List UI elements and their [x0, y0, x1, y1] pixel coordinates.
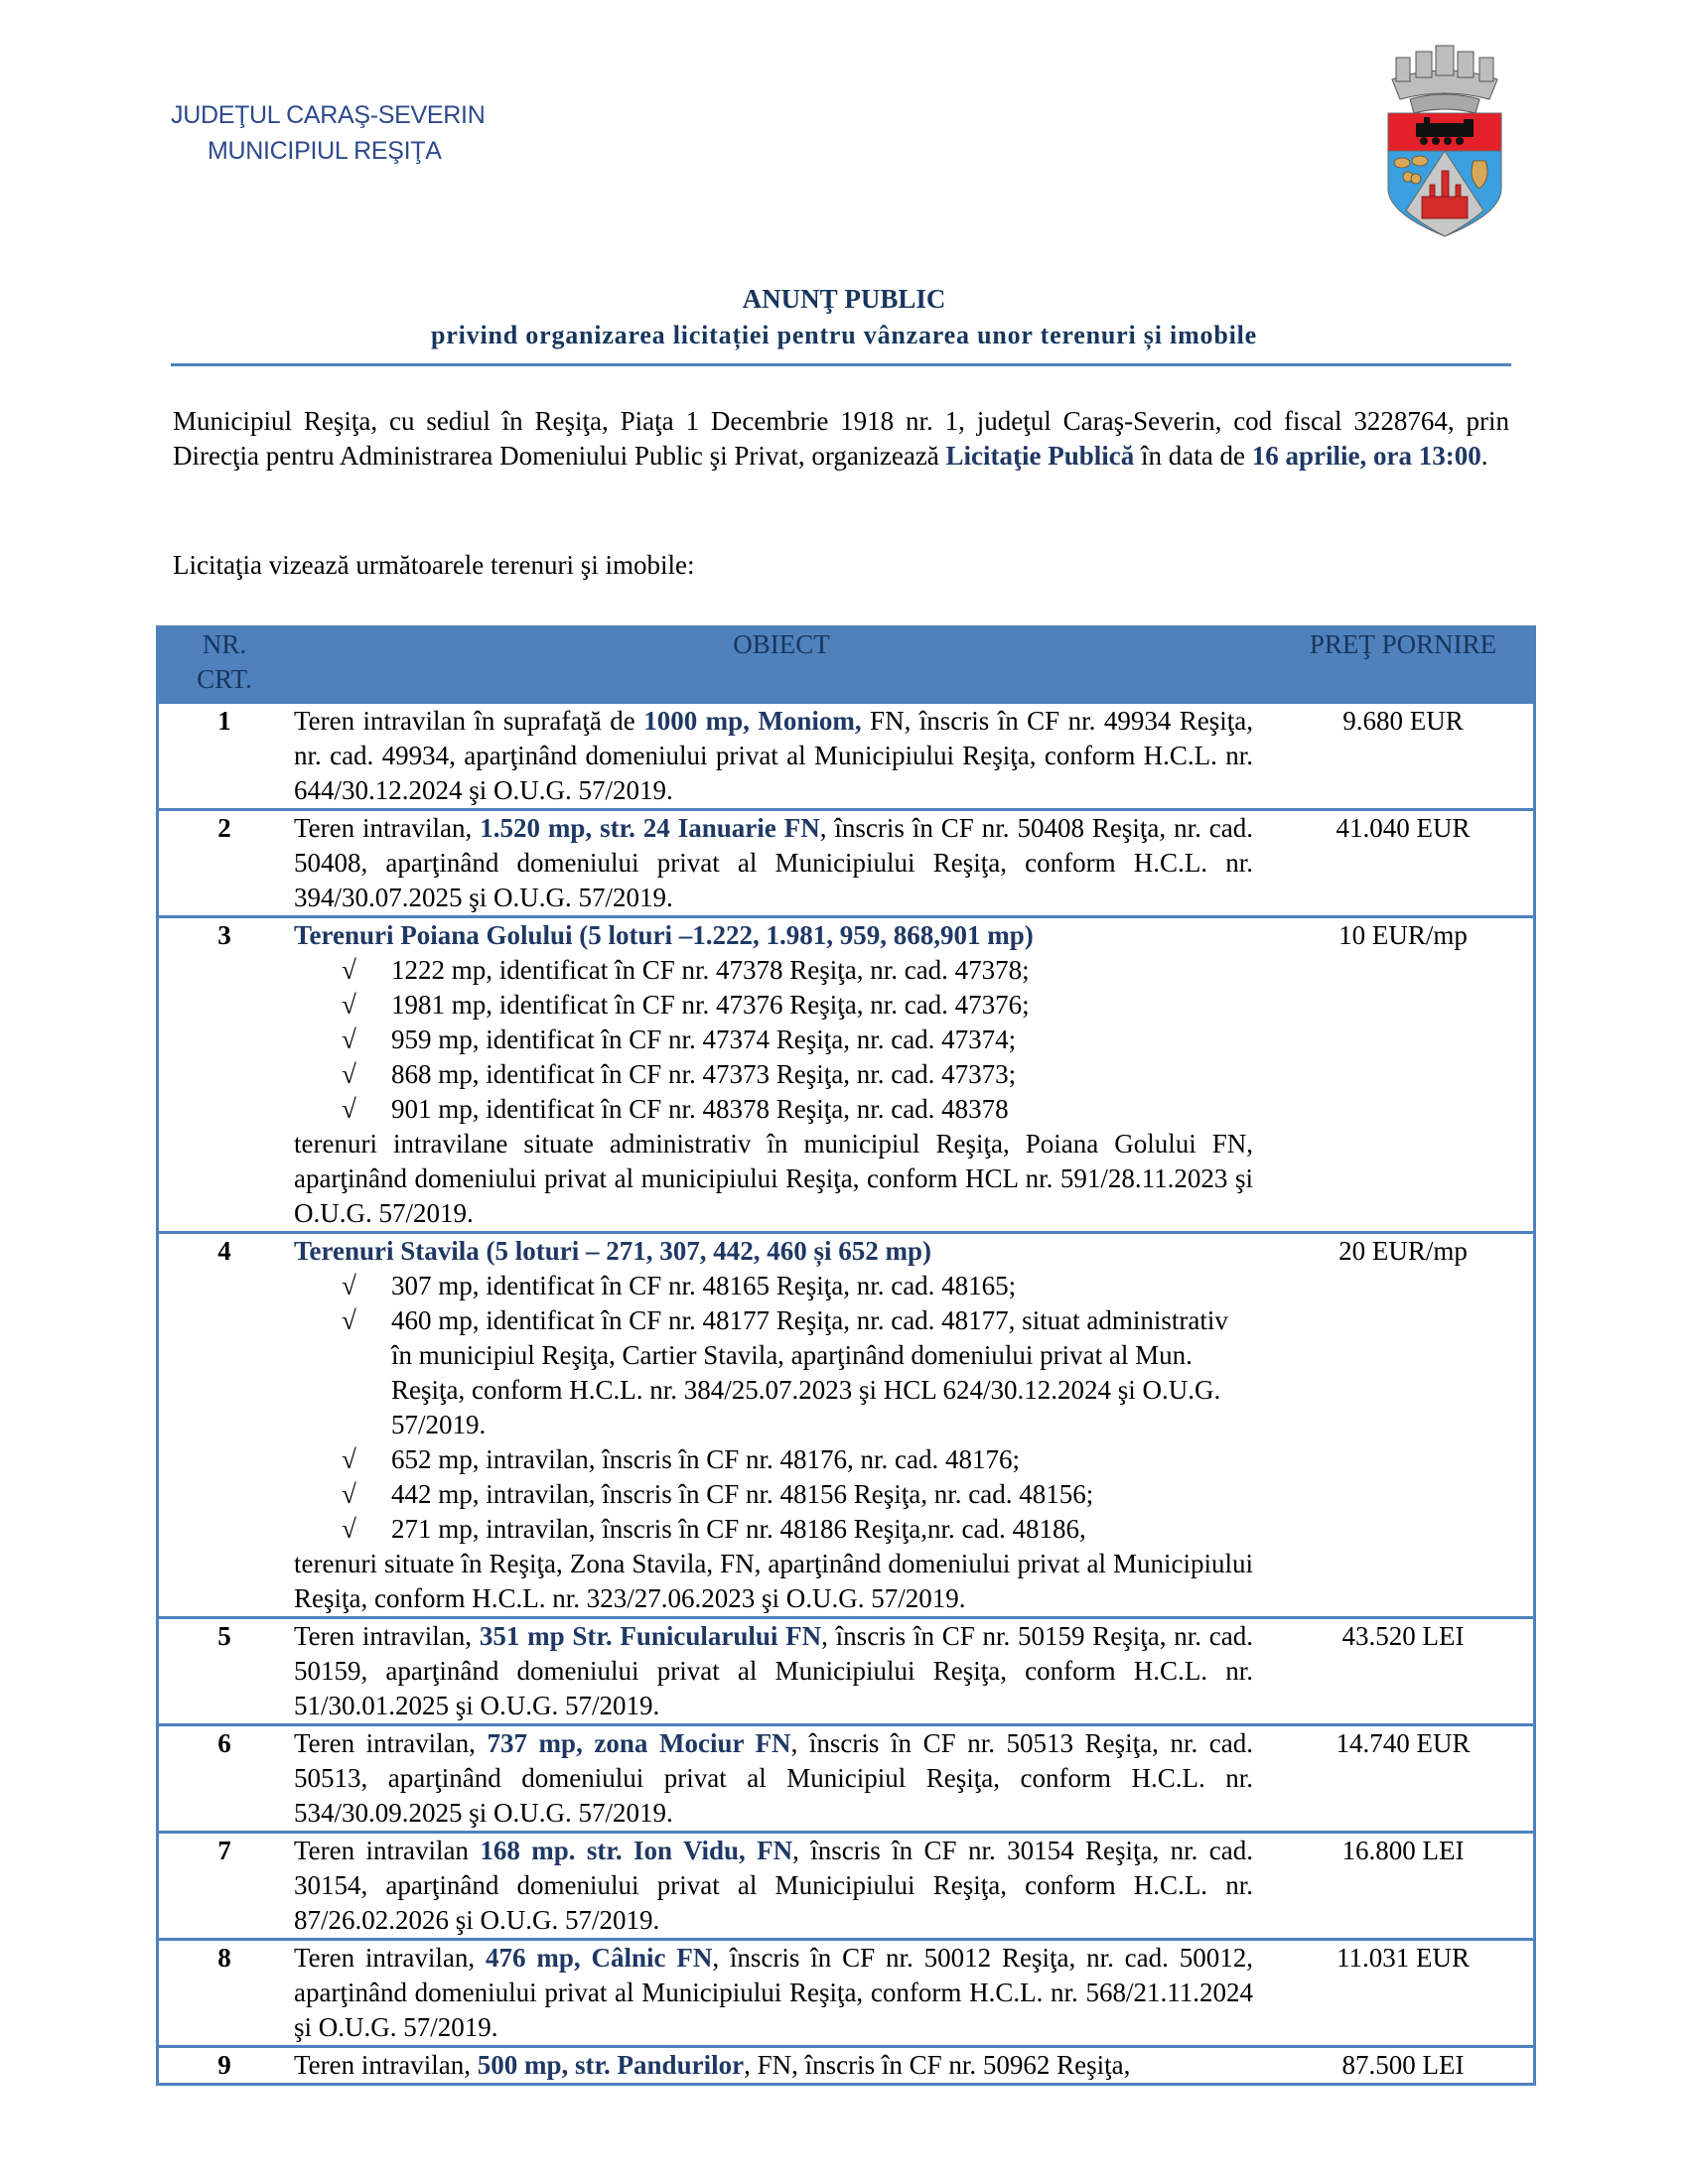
lot-text: Teren intravilan, [294, 1943, 486, 1973]
row-number: 3 [158, 917, 291, 1233]
coat-of-arms-icon [1380, 40, 1509, 238]
lot-item [294, 1477, 1253, 1512]
lot-highlight: 168 mp. str. Ion Vidu, FN [480, 1836, 793, 1865]
row-number: 5 [158, 1618, 291, 1725]
lot-item [294, 1092, 1253, 1127]
lot-text-rest: , FN, înscris în CF nr. 50962 Reşiţa, [744, 2050, 1131, 2080]
lot-text-rest: , înscris în CF nr. 50159 Reşiţa, nr. cad. 50159, aparţinând domeniului privat al Municipiului Reşiţa, conform H.C.L. nr. 51/30.01.2025 şi O.U.G. 57/2019. [294, 1621, 1253, 1720]
lot-item [294, 1023, 1253, 1057]
lot-text-rest: FN, înscris în CF nr. 49934 Reşiţa, nr. cad. 49934, aparţinând domeniului privat al Municipiului Reşiţa, conform H.C.L. nr. 644/30.12.2024 şi O.U.G. 57/2019. [294, 706, 1254, 805]
lot-text-rest: , înscris în CF nr. 30154 Reşiţa, nr. cad. 30154, aparţinând domeniului privat al Municipiului Reşiţa, conform H.C.L. nr. 87/26.02.2026 şi O.U.G. 57/2019. [294, 1836, 1254, 1935]
lot-item-text: 901 mp, identificat în CF nr. 48378 Reşiţa, nr. cad. 48378 [391, 1094, 1009, 1124]
lot-text: Teren intravilan [294, 1836, 481, 1865]
row-number: 6 [158, 1725, 291, 1833]
issuer-header [171, 97, 489, 169]
header-object: OBIECT [290, 625, 1273, 703]
lot-highlight: 476 mp, Câlnic FN [486, 1943, 713, 1973]
row-object [290, 1940, 1273, 2047]
lot-item [294, 1269, 1253, 1303]
auction-type: Licitaţie Publică [945, 441, 1135, 471]
header-crt: CRT. [197, 664, 252, 694]
table-row [158, 1725, 1535, 1833]
checkmark-icon: √ [342, 1444, 356, 1474]
county-name: JUDEŢUL CARAŞ-SEVERIN [171, 101, 486, 129]
checkmark-icon: √ [342, 990, 356, 1020]
lot-text: Teren intravilan în suprafaţă de [294, 706, 644, 736]
intro-list-lead: Licitaţia vizează următoarele terenuri şi imobile: [173, 550, 695, 580]
lot-highlight: 737 mp, zona Mociur FN [487, 1728, 791, 1758]
row-start-price: 43.520 LEI [1273, 1618, 1535, 1725]
row-object [290, 810, 1273, 917]
lot-item [294, 988, 1253, 1023]
table-row [158, 810, 1535, 917]
lot-item-text: 460 mp, identificat în CF nr. 48177 Reşiţa, nr. cad. 48177, situat administrativ în municipiul Reşiţa, Cartier Stavila, aparţinând domeniului privat al Mun. Reşiţa, conform H.C.L. nr. 384/25.07.2023 şi HCL 624/30.12.2024 şi O.U.G. 57/2019. [391, 1305, 1228, 1439]
lot-item-text: 307 mp, identificat în CF nr. 48165 Reşiţa, nr. cad. 48165; [391, 1271, 1017, 1300]
lot-text: Teren intravilan, [294, 1621, 480, 1651]
row-object [290, 2047, 1273, 2085]
row-number: 9 [158, 2047, 291, 2085]
lot-highlight: 351 mp Str. Funicularului FN [479, 1621, 822, 1651]
row-object [290, 1725, 1273, 1833]
row-start-price: 16.800 LEI [1273, 1833, 1535, 1940]
checkmark-icon: √ [342, 955, 356, 985]
title-divider [171, 363, 1511, 366]
lot-item [294, 1512, 1253, 1547]
lot-item [294, 1303, 1253, 1442]
document-subtitle: privind organizarea licitației pentru vânzarea unor terenuri și imobile [431, 321, 1257, 349]
row-number: 1 [158, 703, 291, 810]
mural-crown [1392, 46, 1497, 113]
lot-item-text: 1981 mp, identificat în CF nr. 47376 Reşiţa, nr. cad. 47376; [391, 990, 1030, 1020]
row-object [290, 1233, 1273, 1618]
lot-text: Teren intravilan, [294, 813, 481, 843]
lot-text: Teren intravilan, [294, 2050, 478, 2080]
auction-date: 16 aprilie, ora 13:00 [1251, 441, 1481, 471]
lot-item-text: 959 mp, identificat în CF nr. 47374 Reşiţa, nr. cad. 47374; [391, 1024, 1017, 1054]
lot-item [294, 1442, 1253, 1477]
checkmark-icon: √ [342, 1305, 356, 1335]
lot-text-rest: , înscris în CF nr. 50012 Reşiţa, nr. cad. 50012, aparţinând domeniului privat al Municipiului Reşiţa, conform H.C.L. nr. 568/21.11.2024 şi O.U.G. 57/2019. [294, 1943, 1254, 2042]
intro-text-a: Municipiul Reşiţa, cu sediul în Reşiţa, Piaţa 1 Decembrie 1918 nr. 1, judeţul Caraş-Severin, cod fiscal 3228764, prin Direcţia pentru Administrarea Domeniului Public şi Privat, organizează [173, 406, 1509, 471]
row-start-price: 14.740 EUR [1273, 1725, 1535, 1833]
row-start-price: 20 EUR/mp [1273, 1233, 1535, 1618]
row-start-price: 11.031 EUR [1273, 1940, 1535, 2047]
lot-text: Teren intravilan, [294, 1728, 488, 1758]
lots-table [156, 625, 1536, 2086]
intro-text-b: în data de [1134, 441, 1252, 471]
row-number: 8 [158, 1940, 291, 2047]
table-row [158, 1940, 1535, 2047]
header-nr-crt [158, 625, 291, 703]
lot-item-text: 271 mp, intravilan, înscris în CF nr. 48186 Reşiţa,nr. cad. 48186, [391, 1514, 1086, 1544]
row-start-price: 10 EUR/mp [1273, 917, 1535, 1233]
lot-highlight: 500 mp, str. Pandurilor [477, 2050, 745, 2080]
row-object [290, 1833, 1273, 1940]
lot-group-description: terenuri situate în Reşiţa, Zona Stavila, FN, aparţinând domeniului privat al Municipiului Reşiţa, conform H.C.L. nr. 323/27.06.2023 şi O.U.G. 57/2019. [294, 1549, 1253, 1613]
lot-group-heading: Terenuri Poiana Golului (5 loturi –1.222, 1.981, 959, 868,901 mp) [294, 920, 1034, 950]
table-row [158, 2047, 1535, 2085]
lot-highlight: 1000 mp, Moniom, [643, 706, 862, 736]
document-title: ANUNŢ PUBLIC [742, 284, 946, 314]
row-number: 4 [158, 1233, 291, 1618]
row-start-price: 41.040 EUR [1273, 810, 1535, 917]
lot-highlight: 1.520 mp, str. 24 Ianuarie FN [480, 813, 820, 843]
intro-paragraph [173, 404, 1509, 474]
lot-item-text: 868 mp, identificat în CF nr. 47373 Reşiţa, nr. cad. 47373; [391, 1059, 1017, 1089]
table-row [158, 917, 1535, 1233]
row-number: 2 [158, 810, 291, 917]
row-start-price: 9.680 EUR [1273, 703, 1535, 810]
checkmark-icon: √ [342, 1271, 356, 1300]
table-row [158, 1233, 1535, 1618]
checkmark-icon: √ [342, 1479, 356, 1509]
row-object [290, 1618, 1273, 1725]
lot-item-text: 442 mp, intravilan, înscris în CF nr. 48156 Reşiţa, nr. cad. 48156; [391, 1479, 1094, 1509]
table-row [158, 1618, 1535, 1725]
row-object [290, 917, 1273, 1233]
row-start-price: 87.500 LEI [1273, 2047, 1535, 2085]
lot-group-heading: Terenuri Stavila (5 loturi – 271, 307, 442, 460 și 652 mp) [294, 1236, 932, 1266]
header-nr: NR. [202, 629, 247, 659]
header-start-price: PREŢ PORNIRE [1273, 625, 1535, 703]
intro-text-c: . [1480, 441, 1488, 471]
lot-text-rest: , înscris în CF nr. 50408 Reşiţa, nr. cad. 50408, aparţinând domeniului privat al Municipiului Reşiţa, conform H.C.L. nr. 394/30.07.2025 şi O.U.G. 57/2019. [294, 813, 1254, 912]
table-row [158, 1833, 1535, 1940]
table-header-row [158, 625, 1535, 703]
lot-item-text: 652 mp, intravilan, înscris în CF nr. 48176, nr. cad. 48176; [391, 1444, 1020, 1474]
municipality-name: MUNICIPIUL REŞIŢA [208, 137, 442, 165]
lot-text-rest: , înscris în CF nr. 50513 Reşiţa, nr. cad. 50513, aparţinând domeniului privat al Municipiul Reşiţa, conform H.C.L. nr. 534/30.09.2025 şi O.U.G. 57/2019. [294, 1728, 1254, 1828]
row-object [290, 703, 1273, 810]
row-number: 7 [158, 1833, 291, 1940]
lot-group-description: terenuri intravilane situate administrativ în municipiul Reşiţa, Poiana Golului FN, aparţinând domeniului privat al municipiului Reşiţa, conform HCL nr. 591/28.11.2023 şi O.U.G. 57/2019. [294, 1129, 1253, 1228]
checkmark-icon: √ [342, 1024, 356, 1054]
checkmark-icon: √ [342, 1059, 356, 1089]
lot-item [294, 953, 1253, 988]
checkmark-icon: √ [342, 1514, 356, 1544]
lot-item-text: 1222 mp, identificat în CF nr. 47378 Reşiţa, nr. cad. 47378; [391, 955, 1030, 985]
table-row [158, 703, 1535, 810]
checkmark-icon: √ [342, 1094, 356, 1124]
lot-item [294, 1057, 1253, 1092]
